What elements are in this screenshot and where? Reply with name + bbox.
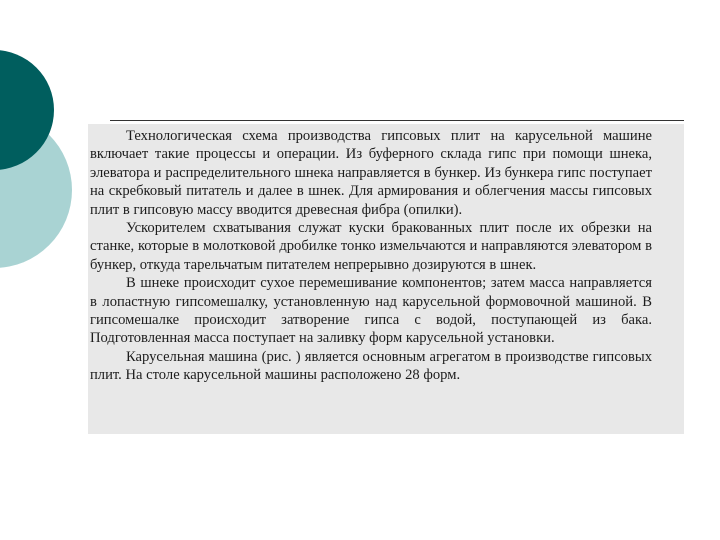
document-text bbox=[90, 127, 652, 385]
paragraph-1: Технологическая схема производства гипсовых плит на карусельной машине включает такие процессы и операции. Из буферного склада гипс при помощи шнека, элеватора и распределительного шнека направляется в бункер. Из бункера гипс поступает на скребковый питатель и далее в шнек. Для армирования и облегчения массы гипсовых плит в гипсовую массу вводится древесная фибра (опилки). bbox=[90, 128, 652, 218]
horizontal-rule bbox=[110, 120, 684, 121]
paragraph-3: В шнеке происходит сухое перемешивание компонентов; затем масса направляется в лопастную гипсомешалку, установленную над карусельной формовочной машиной. В гипсомешалке происходит затворение гипса с водой, поступающей из бака. Подготовленная масса поступает на заливку форм карусельной установки. bbox=[90, 275, 652, 347]
paragraph-2: Ускорителем схватывания служат куски бракованных плит после их обрезки на станке, которые в молотковой дробилке тонко измельчаются и направляются элеватором в бункер, откуда тарельчатым питателем непрерывно дозируются в шнек. bbox=[90, 220, 652, 273]
paragraph-4: Карусельная машина (рис. ) является основным агрегатом в производстве гипсовых плит. На столе карусельной машины расположено 28 форм. bbox=[90, 348, 652, 384]
